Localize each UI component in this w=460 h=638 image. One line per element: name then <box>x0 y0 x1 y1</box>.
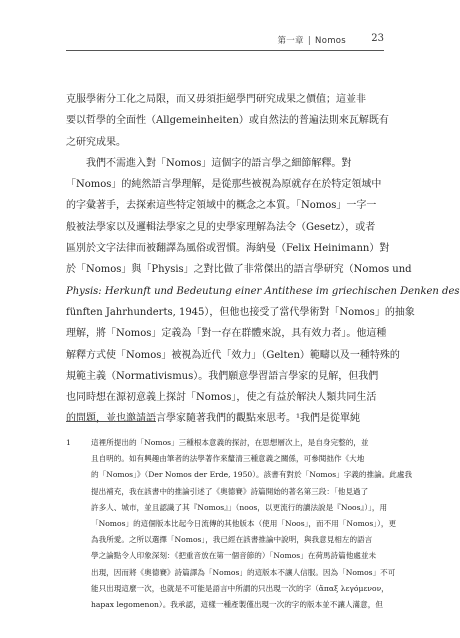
body-line: 克服學術分工化之局限，而又毋須拒絕學門研究成果之價值；這並非 <box>66 94 366 105</box>
footnote-number: 1 <box>66 438 71 447</box>
body-line: 的字彙著手，去探索這些特定領域中的概念之本質。「Nomos」一字一 <box>66 200 377 212</box>
body-line: Physis: Herkunft und Bedeutung einer Antithese im griechischen Denken des <box>66 285 460 297</box>
chapter-label: 第一章 <box>277 36 304 46</box>
footnote-line: 且自明的。如有興趣由筆者的法學著作來釐清三種意義之關係，可參閱拙作《大地 <box>91 454 365 464</box>
footnote-line: 學之論點令人印象深刻：《把重音放在第一個音節的）「Nomos」在荷馬詩篇他處並未 <box>91 551 377 561</box>
running-header <box>0 32 450 48</box>
footnote-line: 為我所愛。之所以選擇「Nomos」，我已經在該書推論中說明，與我意見相左的語言 <box>91 535 373 545</box>
footnote <box>66 435 413 613</box>
body-line: 「Nomos」的純然語言學理解，是從那些被視為原就存在於特定領域中 <box>66 179 382 191</box>
footnote-rule <box>66 421 156 422</box>
body-line: 規範主義（Normativismus）。我們願意學習語言學家的見解，但我們 <box>66 370 379 382</box>
footnote-line: 出現，因而將《奧德賽》詩篇譯為「Nomos」的這版本不讓人信服。因為「Nomos」不可 <box>91 567 396 577</box>
body-line: 我們不需進入對「Nomos」這個字的語言學之細節解釋。對 <box>66 157 352 169</box>
header-separator: | <box>307 36 312 46</box>
footnote-line: hapax legomenon）。我承認，這樣一種產製僅出現一次的字的版本並不讓人滿意，但 <box>91 599 383 609</box>
page-number: 23 <box>371 33 384 44</box>
footnote-line: 能只出現這麼一次，也就是不可能是語言中所謂的只出現一次的字（ἅπαξ λεγόμενον， <box>91 583 389 593</box>
footnote-line: 這裡所提出的「Nomos」三種根本意義的探討，在思想層次上，是自身完整的，並 <box>91 438 369 447</box>
body-line: 於「Nomos」與「Physis」之對比做了非常傑出的語言學研究（Nomos und <box>66 264 412 276</box>
body-line: 之研究成果。 <box>66 136 126 148</box>
footnote-line: 提出補充，我在該書中的推論引述了《奧德賽》詩篇開始的著名第三段：「他見過了 <box>91 486 369 496</box>
header-rule <box>66 50 384 51</box>
body-line: 的問題，並也邀請語言學家隨著我們的觀點來思考。¹我們是從單純 <box>66 413 361 425</box>
body-line: 般被法學家以及邏輯法學家之見的史學家理解為法令（Gesetz），或者 <box>66 221 376 233</box>
footnotes <box>66 421 413 613</box>
footnote-line: 「Nomos」的這個版本比起今日流傳的其他版本（使用「Noos」，而不用「Nomos」），更 <box>91 518 397 528</box>
body-line: 也同時想在源初意義上探討「Nomos」，使之有益於解決人類共同生活 <box>66 392 377 404</box>
body-line: 要以哲學的全面性（Allgemeinheiten）或自然法的普遍法則來瓦解既有 <box>66 115 389 127</box>
body-text <box>66 89 460 430</box>
body-line: 理解，將「Nomos」定義為「對一存在群體來說，具有效力者」。他這種 <box>66 328 387 340</box>
running-title <box>277 34 346 46</box>
body-line: 區別於文字法律而被翻譯為風俗或習慣。海納曼（Felix Heinimann）對 <box>66 243 390 255</box>
footnote-line: 的「Nomos」》（Der Nomos der Erde, 1950）。該書有對於「Nomos」字義的推論。此處我 <box>91 470 413 480</box>
section-label: Nomos <box>315 36 346 46</box>
body-line: fünften Jahrhunderts, 1945），但他也接受了當代學術對「Nomos」的抽象 <box>66 306 415 318</box>
footnote-line: 許多人、城市，並且認識了其『Nomos』」（noos，以更流行的讀法說是『Noos』）」，用 <box>91 502 388 512</box>
body-line: 解釋方式使「Nomos」被視為近代「效力」（Gelten）範疇以及一種特殊的 <box>66 349 400 361</box>
